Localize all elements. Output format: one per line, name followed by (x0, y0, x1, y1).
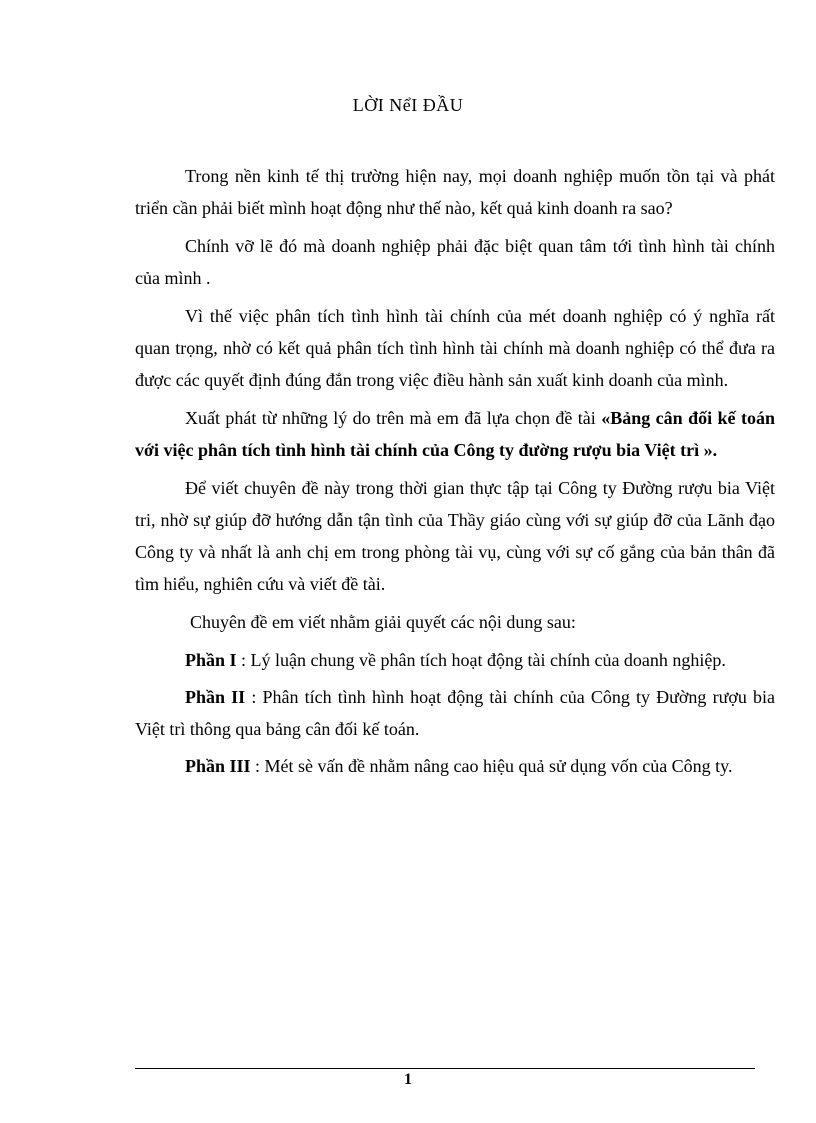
paragraph-topic-lead: Xuất phát từ những lý do trên mà em đã lựa chọn đề tài (185, 408, 602, 428)
document-body (135, 160, 775, 787)
part-text: : Phân tích tình hình hoạt động tài chính của Công ty Đường rượu bia Việt trì thông qua bảng cân đối kế toán. (135, 687, 776, 739)
paragraph-scope: Chuyên đề em viết nhằm giải quyết các nội dung sau: (190, 612, 576, 632)
part-item (135, 681, 775, 745)
part-label: Phần II (185, 687, 246, 707)
paragraph-intro: Trong nền kinh tế thị trường hiện nay, mọi doanh nghiệp muốn tồn tại và phát triển cần phải biết mình hoạt động như thế nào, kết quả kinh doanh ra sao? (135, 166, 775, 218)
paragraph-topic (135, 402, 775, 466)
paragraph-acknowledgement: Để viết chuyên đề này trong thời gian thực tập tại Công ty Đường rượu bia Việt tri, nhờ sự giúp đỡ hướng dẫn tận tình của Thầy giáo cùng với sự giúp đỡ của Lãnh đạo Công ty và nhất là anh chị em trong phòng tài vụ, cùng với sự cố gắng của bản thân đã tìm hiểu, nghiên cứu và viết đề tài. (135, 478, 775, 594)
page-number: 1 (404, 1071, 412, 1088)
footer-divider (135, 1068, 755, 1069)
part-item (135, 750, 775, 782)
part-text: : Mét sè vấn đề nhằm nâng cao hiệu quả sử dụng vốn của Công ty. (250, 756, 733, 776)
paragraph-topic-title: «Bảng cân đối kế toán với việc phân tích tình hình tài chính của Công ty đường rượu bia Việt trì ». (135, 408, 775, 460)
document-title: LỜI NểI ĐẦU (352, 95, 464, 115)
part-label: Phần III (185, 756, 251, 776)
part-item (135, 644, 775, 676)
part-text: : Lý luận chung về phân tích hoạt động tài chính của doanh nghiệp. (236, 650, 726, 670)
part-label: Phần I (185, 650, 237, 670)
paragraph-reason: Chính vỡ lẽ đó mà doanh nghiệp phải đặc biệt quan tâm tới tình hình tài chính của mình . (135, 236, 775, 288)
paragraph-importance: Vì thế việc phân tích tình hình tài chính của mét doanh nghiệp có ý nghĩa rất quan trọng, nhờ có kết quả phân tích tình hình tài chính mà doanh nghiệp có thể đưa ra được các quyết định đúng đắn trong việc điều hành sản xuất kinh doanh của mình. (135, 306, 775, 390)
